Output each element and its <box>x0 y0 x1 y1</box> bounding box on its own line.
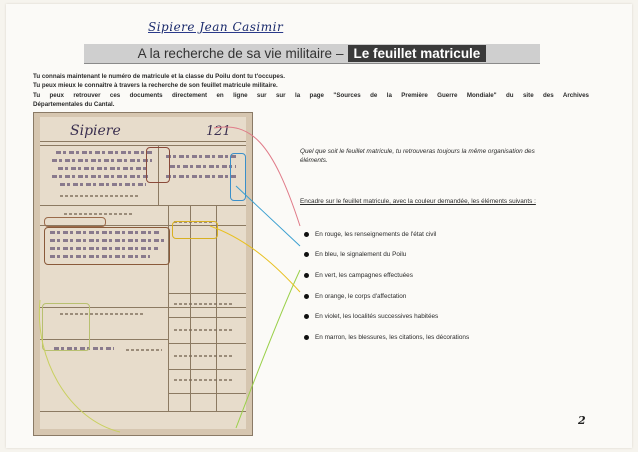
intro-line-4: Départementales du Cantal. <box>33 100 115 108</box>
instruction-text <box>300 197 556 206</box>
bullet-icon <box>304 294 309 299</box>
list-item-label: En marron, les blessures, les citations, les décorations <box>315 333 470 341</box>
bullet-icon <box>304 335 309 340</box>
banner-subtitle: A la recherche de sa vie militaire <box>137 46 333 61</box>
list-item <box>304 306 469 327</box>
list-item-label: En orange, le corps d'affectation <box>315 292 407 300</box>
list-item <box>304 327 469 348</box>
list-item <box>304 265 469 286</box>
color-instructions-list <box>304 224 469 348</box>
page-number: 2 <box>578 414 586 427</box>
intro-line-1: Tu connais maintenant le numéro de matricule et la classe du Poilu dont tu t'occupes. <box>33 73 285 80</box>
instruction-underlined: Encadre sur le feuillet matricule, avec la couleur demandée, les éléments suivants : <box>300 198 536 205</box>
banner-title: Le feuillet matricule <box>348 45 487 62</box>
list-item-label: En bleu, le signalement du Poilu <box>315 251 407 259</box>
list-item <box>304 286 469 307</box>
list-item-label: En vert, les campagnes effectuées <box>315 271 413 279</box>
document-name: Sipiere <box>70 123 121 139</box>
list-item-label: En rouge, les renseignements de l'état civil <box>315 230 437 238</box>
bullet-icon <box>304 314 309 319</box>
intro-line-2: Tu peux mieux le connaître à travers la recherche de son feuillet matricule militaire. <box>33 82 278 90</box>
document-number: 121 <box>206 124 231 139</box>
list-item-label: En violet, les localités successives habitées <box>315 313 439 321</box>
list-item <box>304 245 469 266</box>
intro-line-3: Tu peux retrouver ces documents directement en ligne sur sur la page "Sources de la Première Guerre Mondiale" du site des Archives <box>33 91 589 99</box>
list-item <box>304 224 469 245</box>
organisation-note: Quel que soit le feuillet matricule, tu retrouveras toujours la même organisation des éléments. <box>300 148 535 164</box>
bullet-icon <box>304 252 309 257</box>
bullet-icon <box>304 232 309 237</box>
bullet-icon <box>304 273 309 278</box>
handwritten-name: Sipiere Jean Casimir <box>148 20 284 34</box>
banner-separator: – <box>336 46 344 61</box>
